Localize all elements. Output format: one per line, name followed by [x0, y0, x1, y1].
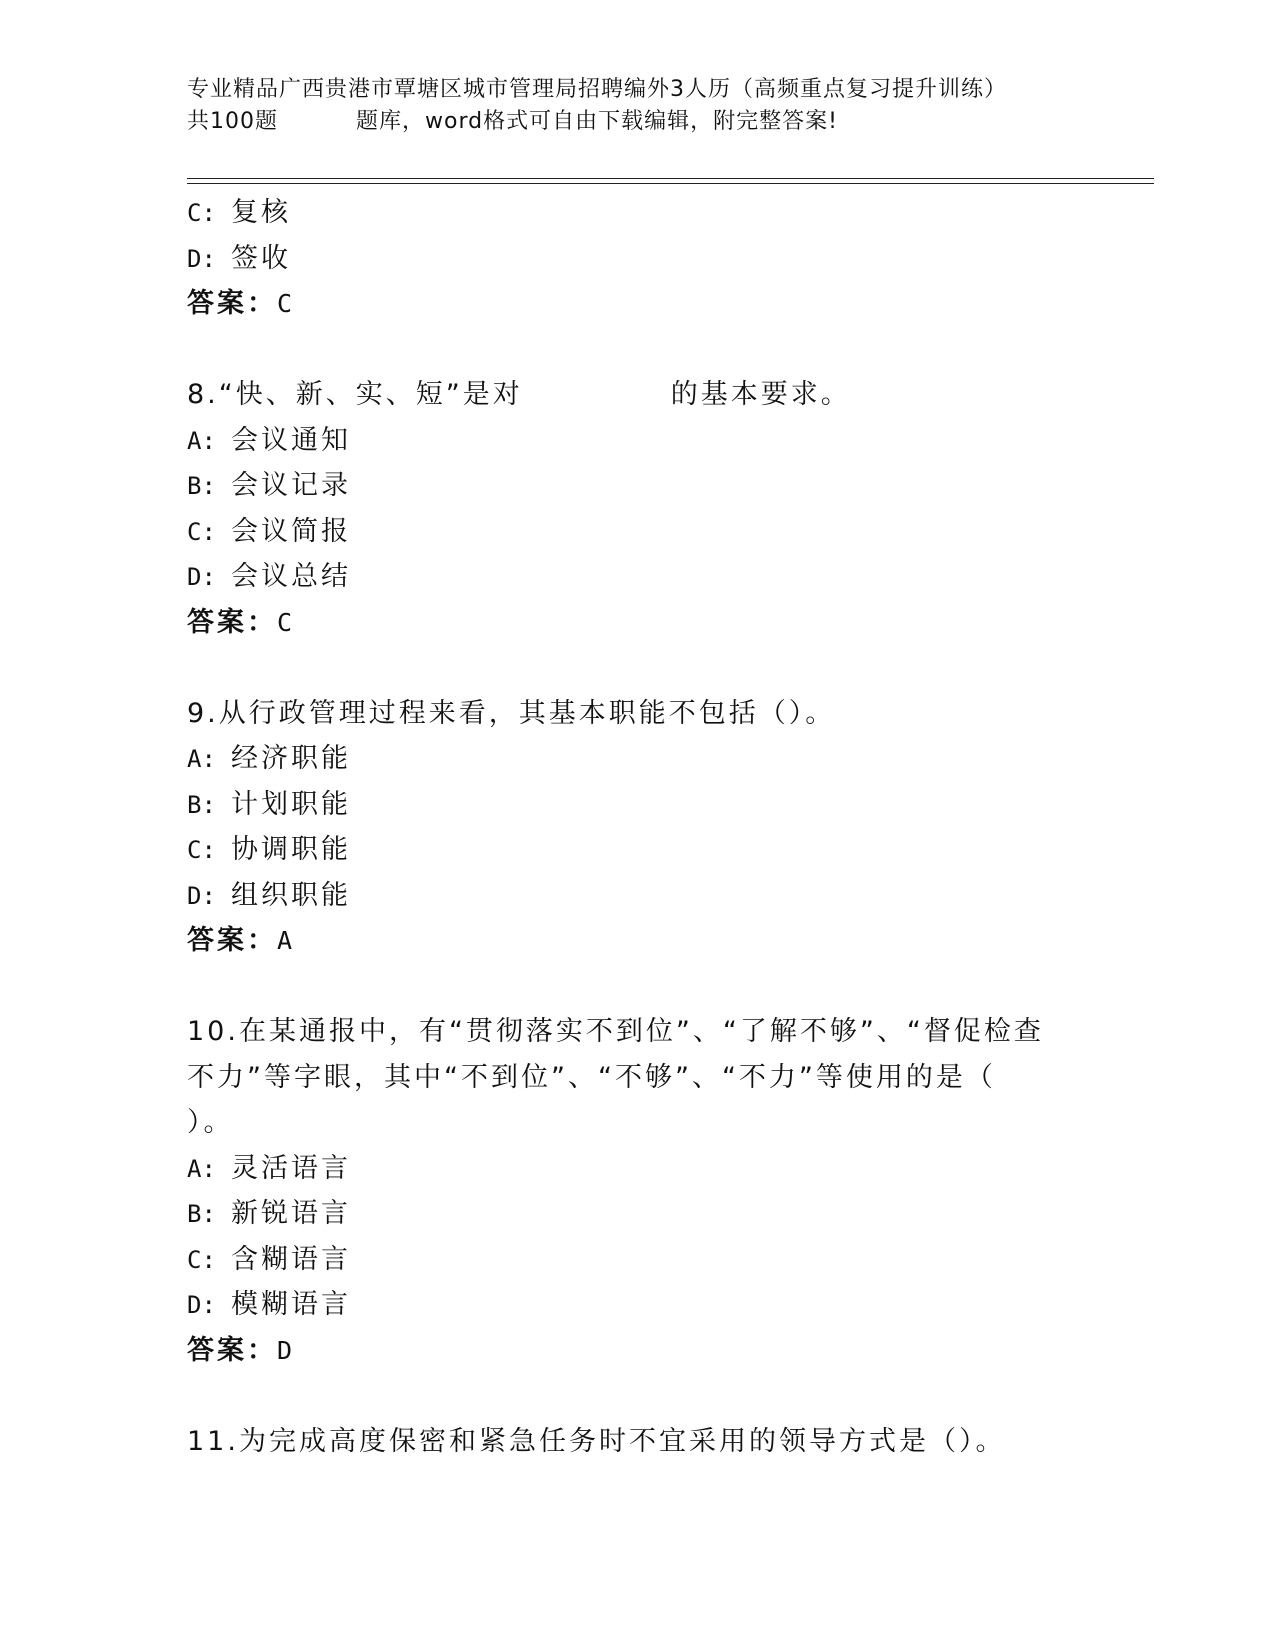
- option-text: 会议通知: [231, 424, 351, 456]
- answer-value: C: [277, 607, 296, 637]
- option-row: [187, 463, 1087, 509]
- option-row: [187, 554, 1087, 600]
- option-key: C:: [187, 1245, 216, 1274]
- option-text: 模糊语言: [231, 1289, 351, 1320]
- option-text: 会议总结: [231, 561, 351, 592]
- question-stem: 9.从行政管理过程来看，其基本职能不包括（）。: [187, 697, 836, 729]
- option-key: D:: [187, 244, 216, 273]
- answer-value: C: [277, 289, 296, 318]
- header-question-count: 共100题: [187, 109, 278, 134]
- option-row: [187, 190, 1087, 236]
- option-text: 含糊语言: [231, 1243, 351, 1275]
- answer-row: [187, 918, 1087, 964]
- option-key: B:: [187, 790, 216, 819]
- answer-row: [187, 1328, 1087, 1374]
- header-subtitle-line: [187, 106, 1087, 138]
- option-row: [187, 873, 1087, 919]
- header-divider-top: [187, 178, 1154, 179]
- question-stem: 10.在某通报中，有“贯彻落实不到位”、“了解不够”、“督促检查: [187, 1016, 1044, 1047]
- answer-label: 答案：: [187, 925, 277, 956]
- option-text: 计划职能: [231, 788, 351, 820]
- question-stem: 11.为完成高度保密和紧急任务时不宜采用的领导方式是（）。: [187, 1425, 1006, 1457]
- option-key: A:: [187, 426, 216, 455]
- option-row: [187, 1237, 1087, 1283]
- option-row: [187, 509, 1087, 555]
- option-key: C:: [187, 199, 216, 227]
- option-key: D:: [187, 881, 216, 910]
- question-stem-part: 的基本要求。: [670, 379, 851, 410]
- option-text: 会议记录: [231, 470, 351, 501]
- option-key: C:: [187, 836, 216, 864]
- option-row: [187, 236, 1087, 282]
- option-text: 灵活语言: [231, 1152, 351, 1184]
- answer-row: [187, 600, 1087, 646]
- option-row: [187, 1191, 1087, 1237]
- answer-label: 答案：: [187, 1334, 277, 1366]
- answer-row: [187, 281, 1087, 327]
- question-stem: [187, 372, 1087, 418]
- question-stem: 不力”等字眼，其中“不到位”、“不够”、“不力”等使用的是（: [187, 1061, 996, 1093]
- option-row: [187, 418, 1087, 464]
- option-key: B:: [187, 1200, 216, 1228]
- page-header: [187, 74, 1087, 138]
- header-description: 题库，word格式可自由下载编辑，附完整答案!: [356, 109, 838, 134]
- option-text: 组织职能: [231, 879, 351, 911]
- option-key: C:: [187, 517, 216, 546]
- answer-label: 答案：: [187, 288, 277, 319]
- option-row: [187, 1146, 1087, 1192]
- answer-value: D: [277, 1335, 296, 1365]
- option-key: D:: [187, 563, 216, 591]
- question-stem: ）。: [187, 1107, 234, 1138]
- option-key: D:: [187, 1291, 216, 1319]
- option-text: 会议简报: [231, 515, 351, 547]
- header-title-line: 专业精品广西贵港市覃塘区城市管理局招聘编外3人历（高频重点复习提升训练）: [187, 77, 1007, 102]
- option-row: [187, 827, 1087, 873]
- header-divider-bottom: [187, 183, 1154, 184]
- answer-label: 答案：: [187, 606, 277, 638]
- answer-value: A: [277, 926, 296, 955]
- option-text: 复核: [231, 197, 291, 228]
- option-text: 经济职能: [231, 743, 351, 774]
- option-text: 签收: [231, 242, 291, 274]
- question-stem-part: 8.“快、新、实、短”是对: [187, 379, 523, 410]
- option-row: [187, 736, 1087, 782]
- option-text: 协调职能: [231, 834, 351, 865]
- option-row: [187, 782, 1087, 828]
- option-key: B:: [187, 472, 216, 500]
- option-text: 新锐语言: [231, 1198, 351, 1229]
- option-row: [187, 1282, 1087, 1328]
- option-key: A:: [187, 745, 216, 773]
- option-key: A:: [187, 1154, 216, 1183]
- question-content: [187, 190, 1087, 1464]
